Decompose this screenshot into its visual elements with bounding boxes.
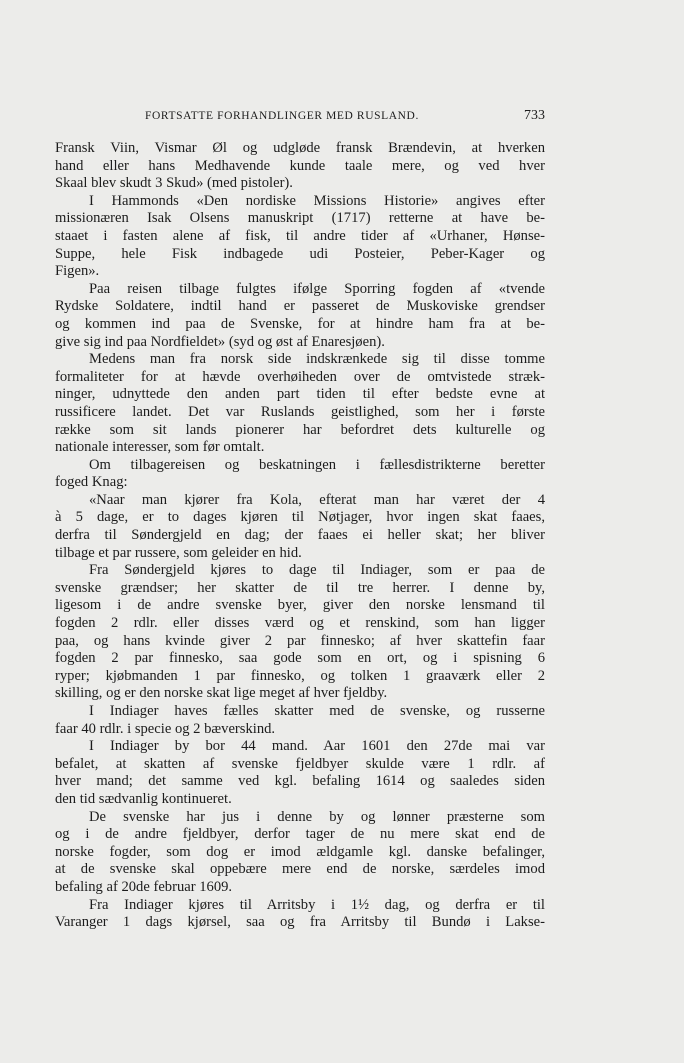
- text-line: tilbage et par russere, som geleider en hid.: [55, 544, 302, 561]
- text-line: missionæren Isak Olsens manuskript (1717) retterne at have be-: [55, 210, 545, 227]
- text-line: Skaal blev skudt 3 Skud» (med pistoler).: [55, 175, 293, 192]
- text-line: «Naar man kjører fra Kola, efterat man har været der 4: [89, 491, 545, 508]
- text-line: I Indiager by bor 44 mand. Aar 1601 den 27de mai var: [89, 738, 545, 755]
- text-line: russificere landet. Det var Ruslands geistlighed, som her i første: [55, 403, 545, 420]
- text-line: faar 40 rdlr. i specie og 2 bæverskind.: [55, 720, 276, 737]
- text-line: Varanger 1 dags kjørsel, saa og fra Arritsby til Bundø i Lakse-: [55, 914, 545, 931]
- text-line: Suppe, hele Fisk indbagede udi Posteier, Peber-Kager og: [55, 245, 545, 262]
- text-line: fogden 2 par finnesko, saa gode som en ort, og i spisning 6: [55, 650, 545, 667]
- text-line: Fransk Viin, Vismar Øl og udgløde fransk Brændevin, at hverken: [55, 140, 545, 156]
- text-line: formaliteter for at hævde overhøiheden over de omtvistede stræk-: [55, 368, 545, 385]
- text-line: Rydske Soldatere, indtil hand er passeret de Muskoviske grendser: [55, 298, 545, 315]
- text-line: staaet i fasten alene af fisk, til andre tider af «Urhaner, Hønse-: [55, 227, 545, 244]
- text-line: befalet, at skatten af svenske fjeldbyer skulde være 1 rdlr. af: [55, 755, 545, 772]
- text-line: og i de andre fjeldbyer, derfor tager de nu mere skat end de: [55, 826, 545, 843]
- text-line: ligesom i de andre svenske byer, giver den norske lensmand til: [55, 597, 545, 614]
- text-line: give sig ind paa Nordfieldet» (syd og øst af Enaresjøen).: [55, 333, 385, 350]
- running-header: [55, 110, 545, 128]
- text-line: Figen».: [55, 263, 100, 280]
- text-line: à 5 dage, er to dages kjøren til Nøtjager, hvor ingen skat faaes,: [55, 509, 545, 526]
- text-line: Fra Indiager kjøres til Arritsby i 1½ dag, og derfra er til: [89, 896, 545, 913]
- text-line: hand eller hans Medhavende kunde taale mere, og ved hver: [55, 157, 545, 174]
- text-line: I Hammonds «Den nordiske Missions Historie» angives efter: [89, 192, 545, 209]
- text-line: foged Knag:: [55, 474, 128, 491]
- text-line: skilling, og er den norske skat lige meget af hver fjeldby.: [55, 685, 388, 702]
- text-line: paa, og hans kvinde giver 2 par finnesko; af hver skattefin faar: [55, 632, 545, 649]
- text-line: hver mand; det samme ved kgl. befaling 1614 og saaledes siden: [55, 773, 545, 790]
- text-line: den tid sædvanlig kontinueret.: [55, 790, 232, 807]
- text-line: at de svenske skal oppebære mere end de norske, særdeles imod: [55, 861, 545, 878]
- text-line: fogden 2 rdlr. eller disses værd og et renskind, som han ligger: [55, 615, 545, 632]
- text-line: nationale interesser, som før omtalt.: [55, 439, 265, 456]
- running-title: FORTSATTE FORHANDLINGER MED RUSLAND.: [145, 110, 419, 122]
- text-line: Fra Søndergjeld kjøres to dage til Indiager, som er paa de: [89, 562, 545, 579]
- text-line: I Indiager haves fælles skatter med de svenske, og russerne: [89, 703, 545, 719]
- text-line: ninger, udnyttede den anden part tiden til efter bedste evne at: [55, 386, 545, 403]
- page-number: 733: [524, 108, 545, 123]
- text-line: ryper; kjøbmanden 1 par finnesko, og tolken 1 graaværk eller 2: [55, 667, 545, 684]
- text-line: svenske grændser; her skatter de til tre herrer. I denne by,: [55, 579, 545, 596]
- text-line: derfra til Søndergjeld en dag; der faaes ei heller skat; her bliver: [55, 527, 545, 544]
- text-line: norske fogder, som dog er imod ældgamle kgl. danske befalinger,: [55, 843, 545, 860]
- text-line: Paa reisen tilbage fulgtes ifølge Sporring fogden af «tvende: [89, 280, 545, 297]
- text-line: De svenske har jus i denne by og lønner præsterne som: [89, 808, 545, 825]
- text-line: befaling af 20de februar 1609.: [55, 878, 233, 895]
- text-line: Om tilbagereisen og beskatningen i fællesdistrikterne beretter: [89, 456, 545, 473]
- text-line: og kommen ind paa de Svenske, for at hindre ham fra at be-: [55, 315, 545, 332]
- text-line: Medens man fra norsk side indskrænkede sig til disse tomme: [89, 351, 545, 368]
- body-text: [55, 140, 545, 932]
- text-line: række som sit lands pionerer har befordret dets kulturelle og: [55, 421, 545, 438]
